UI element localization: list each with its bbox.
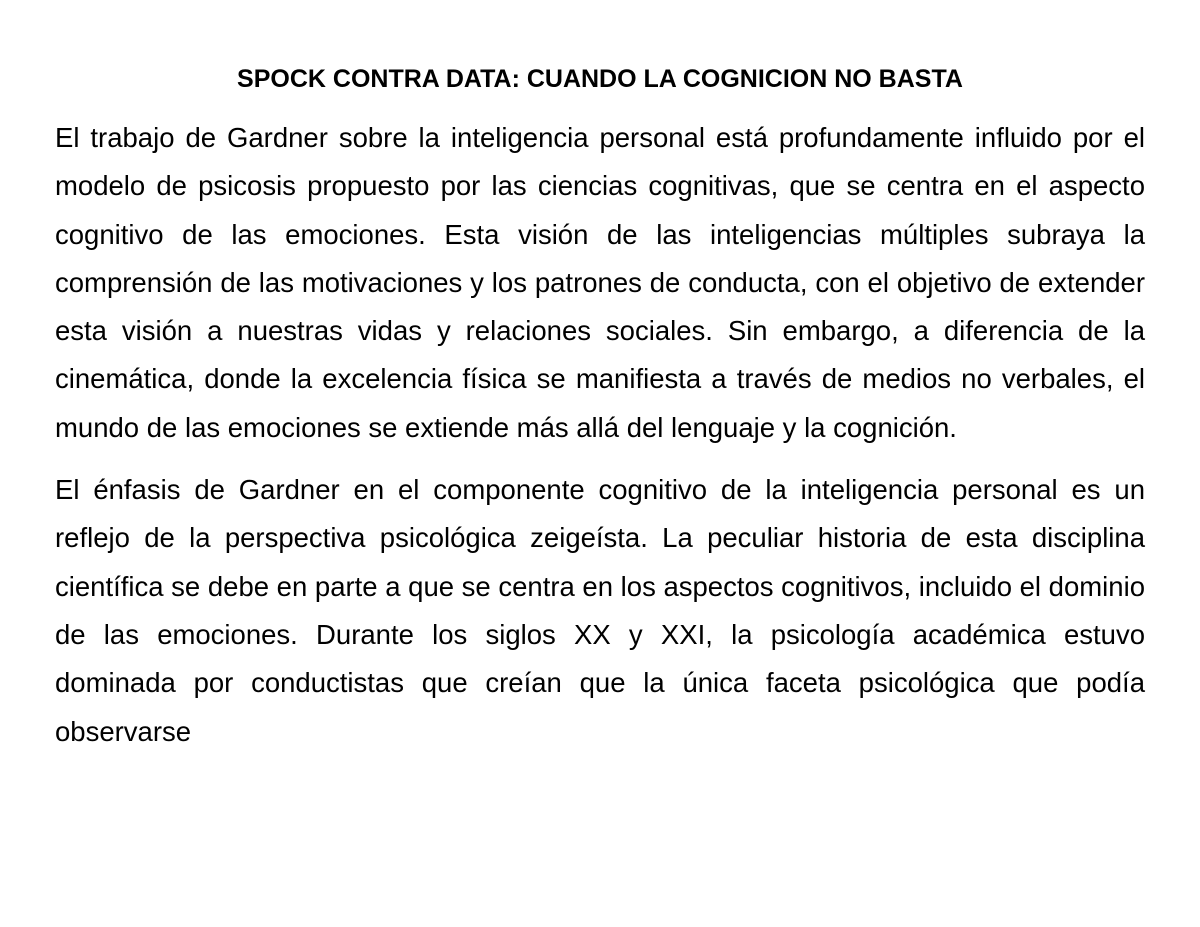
document-body xyxy=(55,114,1145,770)
document-title: SPOCK CONTRA DATA: CUANDO LA COGNICION NO BASTA xyxy=(237,65,963,93)
paragraph-1: El trabajo de Gardner sobre la inteligencia personal está profundamente influido por el modelo de psicosis propuesto por las ciencias cognitivas, que se centra en el aspecto cognitivo de las emociones. Esta visión de las inteligencias múltiples subraya la comprensión de las motivaciones y los patrones de conducta, con el objetivo de extender esta visión a nuestras vidas y relaciones sociales. Sin embargo, a diferencia de la cinemática, donde la excelencia física se manifiesta a través de medios no verbales, el mundo de las emociones se extiende más allá del lenguaje y la cognición. xyxy=(55,122,1145,443)
paragraph-2: El énfasis de Gardner en el componente cognitivo de la inteligencia personal es un reflejo de la perspectiva psicológica zeigeísta. La peculiar historia de esta disciplina científica se debe en parte a que se centra en los aspectos cognitivos, incluido el dominio de las emociones. Durante los siglos XX y XXI, la psicología académica estuvo dominada por conductistas que creían que la única faceta psicológica que podía observarse xyxy=(55,474,1145,747)
